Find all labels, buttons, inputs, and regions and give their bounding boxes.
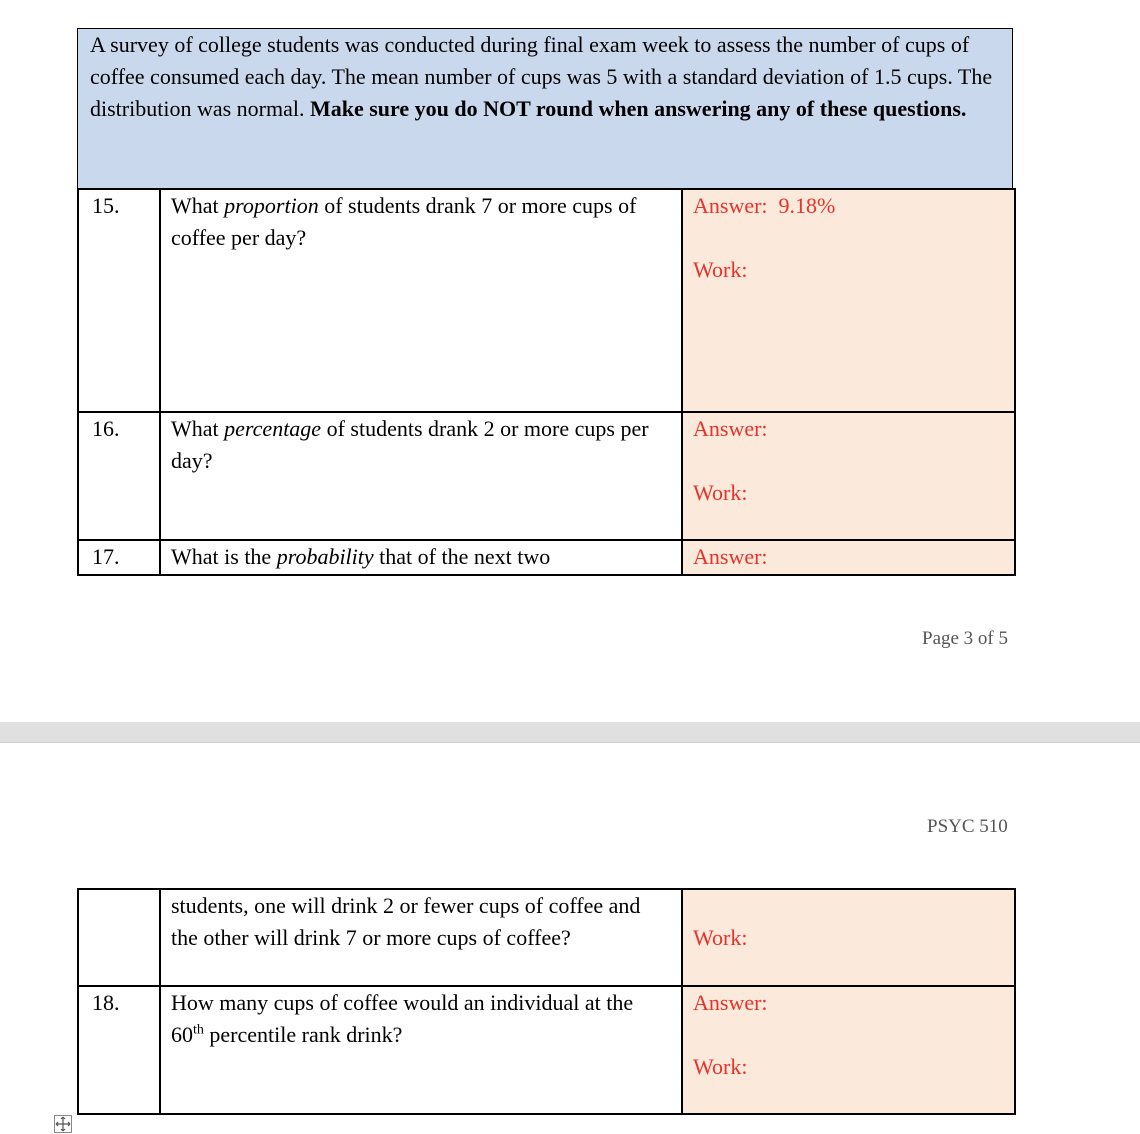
question-text[interactable]: What is the probability that of the next two [160,540,682,575]
answer-label: Answer: [693,990,768,1015]
intro-text: A survey of college students was conducted during final exam week to assess the number of cups of coffee consumed each day. The mean number of cups was 5 with a standard deviation of 1.5 cups. The distribution was normal. [90,32,993,121]
table-row-q18 [78,986,1015,1114]
table-row-q17 [78,540,1015,575]
question-number[interactable]: 17. [78,540,160,575]
intro-box[interactable] [77,28,1013,190]
intro-bold-instruction: Make sure you do NOT round when answering any of these questions. [309,96,967,121]
table-row-q17-continued [78,889,1015,986]
answer-cell[interactable] [682,412,1015,540]
questions-table-page-4 [77,888,1016,1115]
question-number[interactable]: 16. [78,412,160,540]
table-row-q15 [78,189,1015,412]
answer-cell[interactable] [682,540,1015,575]
work-label: Work: [693,480,748,505]
question-number-empty[interactable] [78,889,160,986]
question-number[interactable]: 18. [78,986,160,1114]
page-separator [0,722,1140,743]
work-label: Work: [693,1054,748,1079]
table-row-q16 [78,412,1015,540]
question-text-continued[interactable]: students, one will drink 2 or fewer cups of coffee and the other will drink 7 or more cups of coffee? [160,889,682,986]
answer-label: Answer: [693,544,768,569]
move-handle-icon[interactable] [54,1115,72,1133]
question-number[interactable]: 15. [78,189,160,412]
answer-label: Answer: [693,416,768,441]
question-text[interactable]: How many cups of coffee would an individual at the 60th percentile rank drink? [160,986,682,1114]
answer-cell[interactable] [682,889,1015,986]
answer-value: 9.18% [778,193,836,218]
answer-label: Answer: 9.18% [693,193,836,218]
work-label: Work: [693,257,748,282]
page-header-course: PSYC 510 [927,816,1008,837]
question-text[interactable]: What percentage of students drank 2 or more cups per day? [160,412,682,540]
questions-table-page-3 [77,188,1016,576]
question-text[interactable]: What proportion of students drank 7 or more cups of coffee per day? [160,189,682,412]
work-label: Work: [693,924,748,950]
intro-paragraph [90,29,1000,125]
page-number-footer: Page 3 of 5 [922,628,1009,649]
answer-cell[interactable] [682,189,1015,412]
answer-cell[interactable] [682,986,1015,1114]
